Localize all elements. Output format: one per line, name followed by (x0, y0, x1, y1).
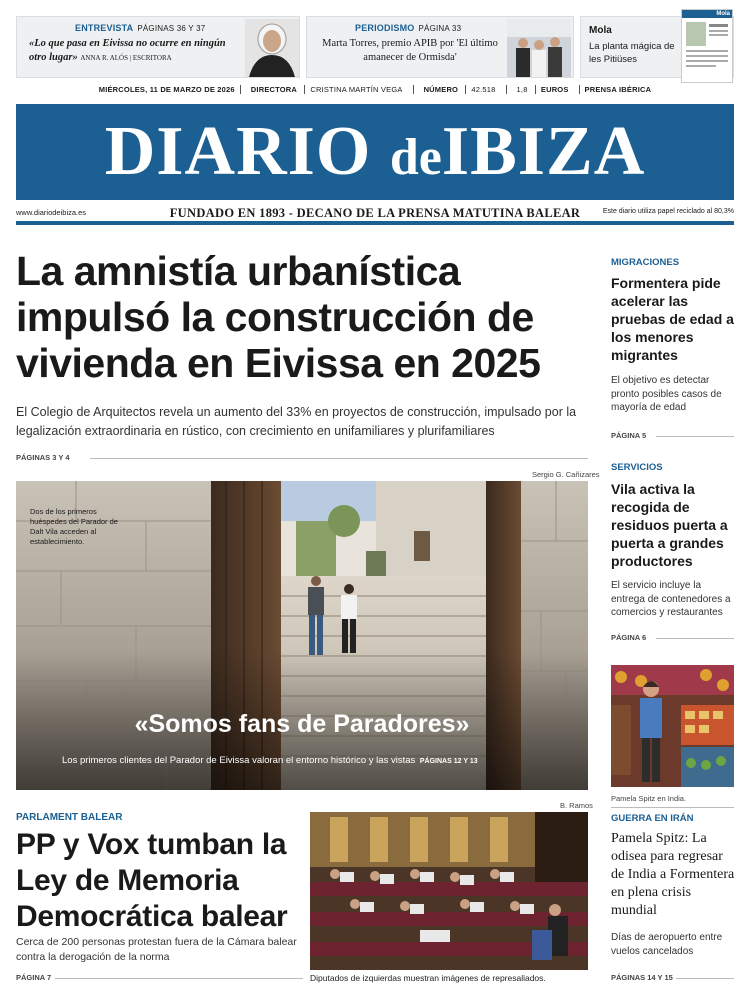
parlament-headline[interactable]: PP y Vox tumban la Ley de Memoria Democrática balear (16, 828, 288, 933)
photo-story-pages: PÁGINAS 12 Y 13 (419, 758, 478, 765)
divider (611, 807, 734, 808)
teaser-kicker-text: ENTREVISTA (75, 23, 134, 33)
masthead-subline (16, 203, 734, 225)
teaser-quote-text: «Lo que pasa en Eivissa no ocurre en ningún otro lugar» (29, 38, 226, 63)
director-label: DIRECTORA (250, 85, 298, 94)
price-label: EUROS (535, 85, 574, 94)
award-photo (507, 19, 571, 77)
sidebar-text-migraciones: El objetivo es detectar pronto posibles casos de mayoría de edad (611, 375, 722, 413)
cover-label: Mola (682, 10, 732, 18)
name-word-2: de (389, 129, 442, 186)
divider (55, 978, 303, 979)
issue-number: 42.518 (465, 85, 500, 94)
mola-supplement-cover (681, 9, 733, 83)
parlament-photo-credit: B. Ramos (560, 801, 593, 810)
sidebar-headline-servicios[interactable]: Vila activa la recogida de residuos puerta a puerta a grandes productores (611, 481, 728, 569)
number-label: NÚMERO (423, 85, 459, 94)
sidebar-pages-migraciones: PÁGINA 5 (611, 431, 647, 440)
parlament-summary: Cerca de 200 personas protestan fuera de la Cámara balear contra la derogación de la norma (16, 936, 297, 963)
sidebar-kicker-servicios: SERVICIOS (611, 462, 663, 473)
divider (656, 436, 734, 437)
photo-credit: Sergio G. Cañizares (532, 470, 600, 479)
teaser-pages: PÁGINA 33 (418, 24, 462, 33)
teaser-text: La planta mágica de les Pitiüses (589, 41, 675, 65)
sidebar-kicker-iran: GUERRA EN IRÁN (611, 813, 694, 824)
teaser-byline: ANNA R. ALÓS | ESCRITORA (80, 54, 172, 62)
website-link[interactable]: www.diariodeibiza.es (16, 208, 87, 217)
sidebar-headline-iran-lead: Pamela Spitz: (611, 831, 689, 846)
divider (90, 458, 588, 459)
teaser-mola[interactable] (580, 11, 734, 78)
publisher-group: PRENSA IBÉRICA (579, 85, 657, 94)
pamela-spitz-photo[interactable] (611, 665, 734, 787)
teaser-periodismo[interactable] (306, 16, 574, 78)
director-name: CRISTINA MARTÍN VEGA (304, 85, 407, 94)
sidebar-pages-servicios: PÁGINA 6 (611, 633, 647, 642)
sidebar-headline-iran[interactable] (611, 830, 737, 920)
slogan: FUNDADO EN 1893 - DECANO DE LA PRENSA MATUTINA BALEAR (169, 206, 581, 220)
teaser-kicker (75, 23, 205, 33)
teaser-pages: PÁGINAS 36 Y 37 (137, 24, 206, 33)
name-word-1: DIARIO (104, 113, 372, 190)
photo-story-subtitle (62, 755, 478, 766)
teaser-text: Marta Torres, premio APIB por 'El último amanecer de Ormisda' (322, 38, 498, 63)
sidebar-headline-iran-text: La odisea para regresar de India a Formentera en plena crisis mundial (611, 831, 735, 918)
main-summary: El Colegio de Arquitectos revela un aumento del 33% en proyectos de construcción, impulsado por la legalización extraordinaria en rústico, con crecimiento en unifamiliares y plurifamiliares (16, 405, 577, 438)
main-pages: PÁGINAS 3 Y 4 (16, 453, 70, 462)
teaser-kicker (355, 23, 461, 33)
parlament-chamber-photo[interactable] (310, 812, 588, 970)
divider (676, 978, 734, 979)
issue-date: MIÉRCOLES, 11 DE MARZO DE 2026 (98, 85, 235, 94)
teaser-quote (29, 37, 244, 65)
parlament-pages: PÁGINA 7 (16, 973, 52, 982)
sidebar-kicker-migraciones: MIGRACIONES (611, 257, 680, 268)
photo-story-subtitle-text: Los primeros clientes del Parador de Eivissa valoran el entorno histórico y las vistas (62, 755, 416, 766)
sidebar-text-servicios: El servicio incluye la entrega de contenedores a comercios y restaurantes (611, 580, 731, 618)
name-word-3: IBIZA (441, 113, 646, 190)
teaser-entrevista[interactable] (16, 16, 300, 78)
masthead[interactable] (16, 104, 734, 200)
sidebar-text-iran: Días de aeropuerto entre vuelos cancelados (611, 932, 723, 957)
divider (656, 638, 734, 639)
sidebar-pages-iran: PÁGINAS 14 Y 15 (611, 973, 673, 982)
recycled-paper-note: Este diario utiliza papel reciclado al 80,3% (602, 208, 734, 215)
photo-story-title[interactable]: «Somos fans de Paradores» (134, 710, 470, 738)
pamela-photo-caption: Pamela Spitz en India. (611, 794, 687, 803)
parlament-kicker: PARLAMENT BALEAR (16, 812, 123, 823)
sidebar-headline-migraciones[interactable]: Formentera pide acelerar las pruebas de edad a los menores migrantes (611, 275, 734, 363)
photo-inset-caption: Dos de los primeros huéspedes del Parador de Dalt Vila acceden al establecimiento. (30, 507, 118, 546)
parlament-photo-caption: Diputados de izquierdas muestran imágenes de represaliados. (310, 973, 546, 983)
teaser-kicker-text: PERIODISMO (355, 23, 415, 33)
main-headline[interactable]: La amnistía urbanística impulsó la construcción de vivienda en Eivissa en 2025 (16, 248, 541, 386)
teaser-title: Mola (589, 25, 612, 36)
interview-portrait (245, 19, 299, 77)
issue-meta-line (0, 85, 750, 94)
price-value: 1,8 (516, 85, 528, 94)
newspaper-name (105, 112, 646, 192)
